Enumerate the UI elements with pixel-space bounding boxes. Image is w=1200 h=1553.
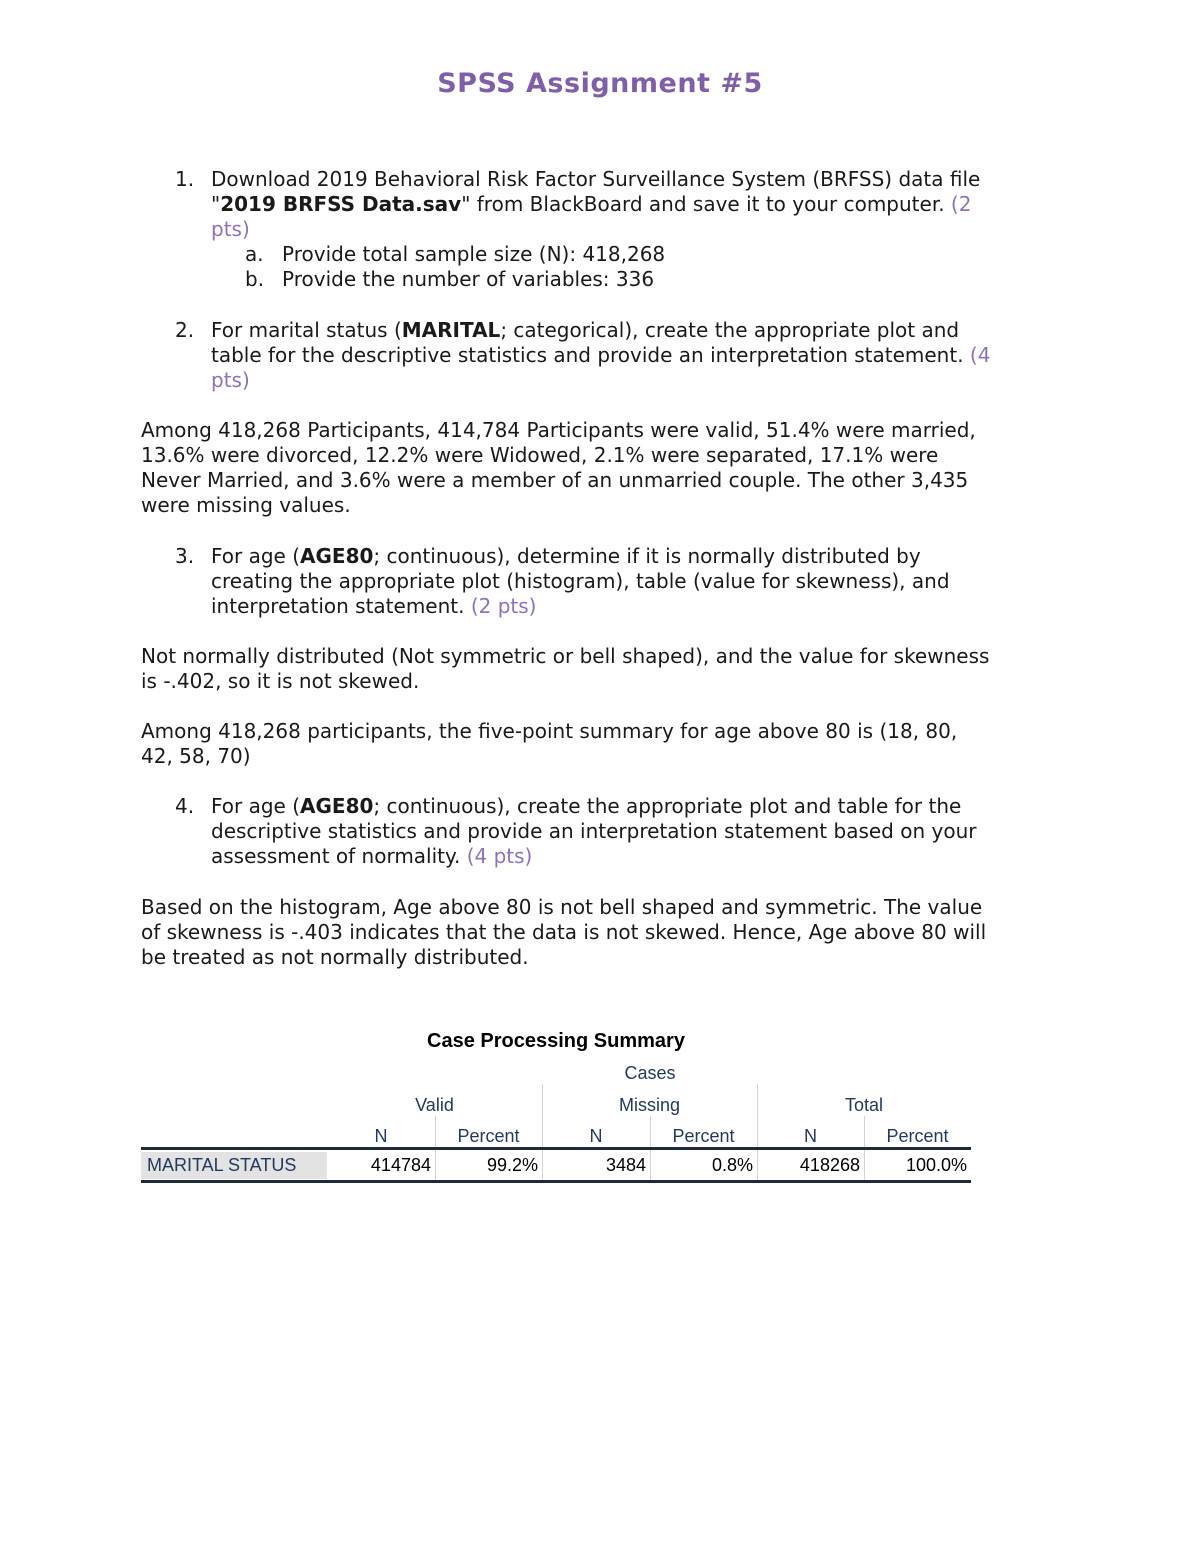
group-header-valid: Valid bbox=[415, 1095, 454, 1115]
answer-line: were missing values. bbox=[141, 493, 351, 517]
question-number: 4. bbox=[175, 794, 195, 818]
question-2-suffix: ; categorical), create the appropriate plot and bbox=[500, 318, 960, 342]
cell-valid-n: 414784 bbox=[370, 1155, 431, 1175]
answer-line: Never Married, and 3.6% were a member of an unmarried couple. The other 3,435 bbox=[141, 468, 969, 492]
sub-item-text: Provide total sample size (N): 418,268 bbox=[282, 242, 666, 266]
points-label-cont: pts) bbox=[211, 368, 250, 392]
answer-4 bbox=[141, 895, 1066, 970]
question-4-line-3-text: assessment of normality. bbox=[211, 844, 461, 868]
question-3 bbox=[175, 544, 1065, 619]
column-header-n: N bbox=[804, 1126, 817, 1146]
question-number: 2. bbox=[175, 318, 195, 342]
question-number: 1. bbox=[175, 167, 195, 191]
question-4 bbox=[175, 794, 1065, 869]
question-2-line-2 bbox=[211, 343, 1065, 368]
cell-total-n: 418268 bbox=[799, 1155, 860, 1175]
question-1 bbox=[175, 167, 1065, 242]
question-1-line-1: Download 2019 Behavioral Risk Factor Surveillance System (BRFSS) data file bbox=[211, 167, 981, 191]
question-2-prefix: For marital status ( bbox=[211, 318, 402, 342]
cell-valid-percent: 99.2% bbox=[486, 1155, 538, 1175]
question-3-prefix: For age ( bbox=[211, 544, 301, 568]
cell-missing-percent: 0.8% bbox=[711, 1155, 753, 1175]
question-number: 3. bbox=[175, 544, 195, 568]
answer-line: be treated as not normally distributed. bbox=[141, 945, 529, 969]
column-header-percent: Percent bbox=[672, 1126, 735, 1146]
answer-3a bbox=[141, 644, 1066, 694]
sub-item-text: Provide the number of variables: 336 bbox=[282, 267, 655, 291]
sub-item-letter: b. bbox=[245, 267, 265, 291]
answer-line: Not normally distributed (Not symmetric or bell shaped), and the value for skewness bbox=[141, 644, 990, 668]
row-label: MARITAL STATUS bbox=[141, 1152, 327, 1179]
question-3-line-3-text: interpretation statement. bbox=[211, 594, 465, 618]
cell-total-percent: 100.0% bbox=[905, 1155, 967, 1175]
variable-name: AGE80 bbox=[300, 794, 374, 818]
question-1-line-2 bbox=[211, 192, 1065, 217]
question-3-line-1 bbox=[211, 544, 1065, 569]
column-header-n: N bbox=[589, 1126, 603, 1146]
variable-name: AGE80 bbox=[300, 544, 374, 568]
group-header-missing: Missing bbox=[618, 1095, 680, 1115]
question-2-line-1 bbox=[211, 318, 1065, 343]
page-title: SPSS Assignment #5 bbox=[437, 68, 763, 99]
points-label: (2 bbox=[950, 192, 972, 216]
sub-item-letter: a. bbox=[245, 242, 264, 266]
question-4-line-2: descriptive statistics and provide an interpretation statement based on your bbox=[211, 819, 977, 843]
answer-2 bbox=[141, 418, 1066, 518]
answer-line: of skewness is -.403 indicates that the data is not skewed. Hence, Age above 80 will bbox=[141, 920, 987, 944]
answer-line: 13.6% were divorced, 12.2% were Widowed, 2.1% were separated, 17.1% were bbox=[141, 443, 939, 467]
header-rule bbox=[141, 1147, 971, 1150]
question-2-line-2-text: table for the descriptive statistics and provide an interpretation statement. bbox=[211, 343, 964, 367]
question-4-prefix: For age ( bbox=[211, 794, 301, 818]
group-header-cases: Cases bbox=[624, 1063, 676, 1083]
table-title: Case Processing Summary bbox=[427, 1030, 685, 1052]
column-header-percent: Percent bbox=[457, 1126, 520, 1146]
sub-item-b bbox=[245, 267, 654, 292]
question-2 bbox=[175, 318, 1065, 393]
column-header-n: N bbox=[374, 1126, 388, 1146]
sub-item-a bbox=[245, 242, 665, 267]
points-label: (2 pts) bbox=[470, 594, 537, 618]
bottom-rule bbox=[141, 1180, 971, 1183]
answer-3b bbox=[141, 719, 1066, 769]
question-4-suffix: ; continuous), create the appropriate plot and table for the bbox=[373, 794, 962, 818]
answer-line: Based on the histogram, Age above 80 is not bell shaped and symmetric. The value bbox=[141, 895, 983, 919]
answer-line: Among 418,268 Participants, 414,784 Participants were valid, 51.4% were married, bbox=[141, 418, 976, 442]
question-4-line-1 bbox=[211, 794, 1065, 819]
group-header-total: Total bbox=[844, 1095, 884, 1115]
points-label-cont: pts) bbox=[211, 217, 250, 241]
question-4-line-3 bbox=[211, 844, 1065, 869]
answer-line: is -.402, so it is not skewed. bbox=[141, 669, 420, 693]
variable-name: MARITAL bbox=[401, 318, 501, 342]
column-header-percent: Percent bbox=[886, 1126, 949, 1146]
answer-line: Among 418,268 participants, the five-point summary for age above 80 is (18, 80, bbox=[141, 719, 958, 743]
file-name: 2019 BRFSS Data.sav bbox=[220, 192, 462, 216]
points-label: (4 pts) bbox=[466, 844, 533, 868]
points-label: (4 bbox=[969, 343, 991, 367]
answer-line: 42, 58, 70) bbox=[141, 744, 251, 768]
quote-open: " bbox=[211, 192, 221, 216]
question-1-line-2-rest: " from BlackBoard and save it to your computer. bbox=[461, 192, 945, 216]
cell-missing-n: 3484 bbox=[605, 1155, 646, 1175]
question-3-line-2: creating the appropriate plot (histogram), table (value for skewness), and bbox=[211, 569, 950, 593]
question-3-line-3 bbox=[211, 594, 1065, 619]
question-3-suffix: ; continuous), determine if it is normally distributed by bbox=[373, 544, 921, 568]
